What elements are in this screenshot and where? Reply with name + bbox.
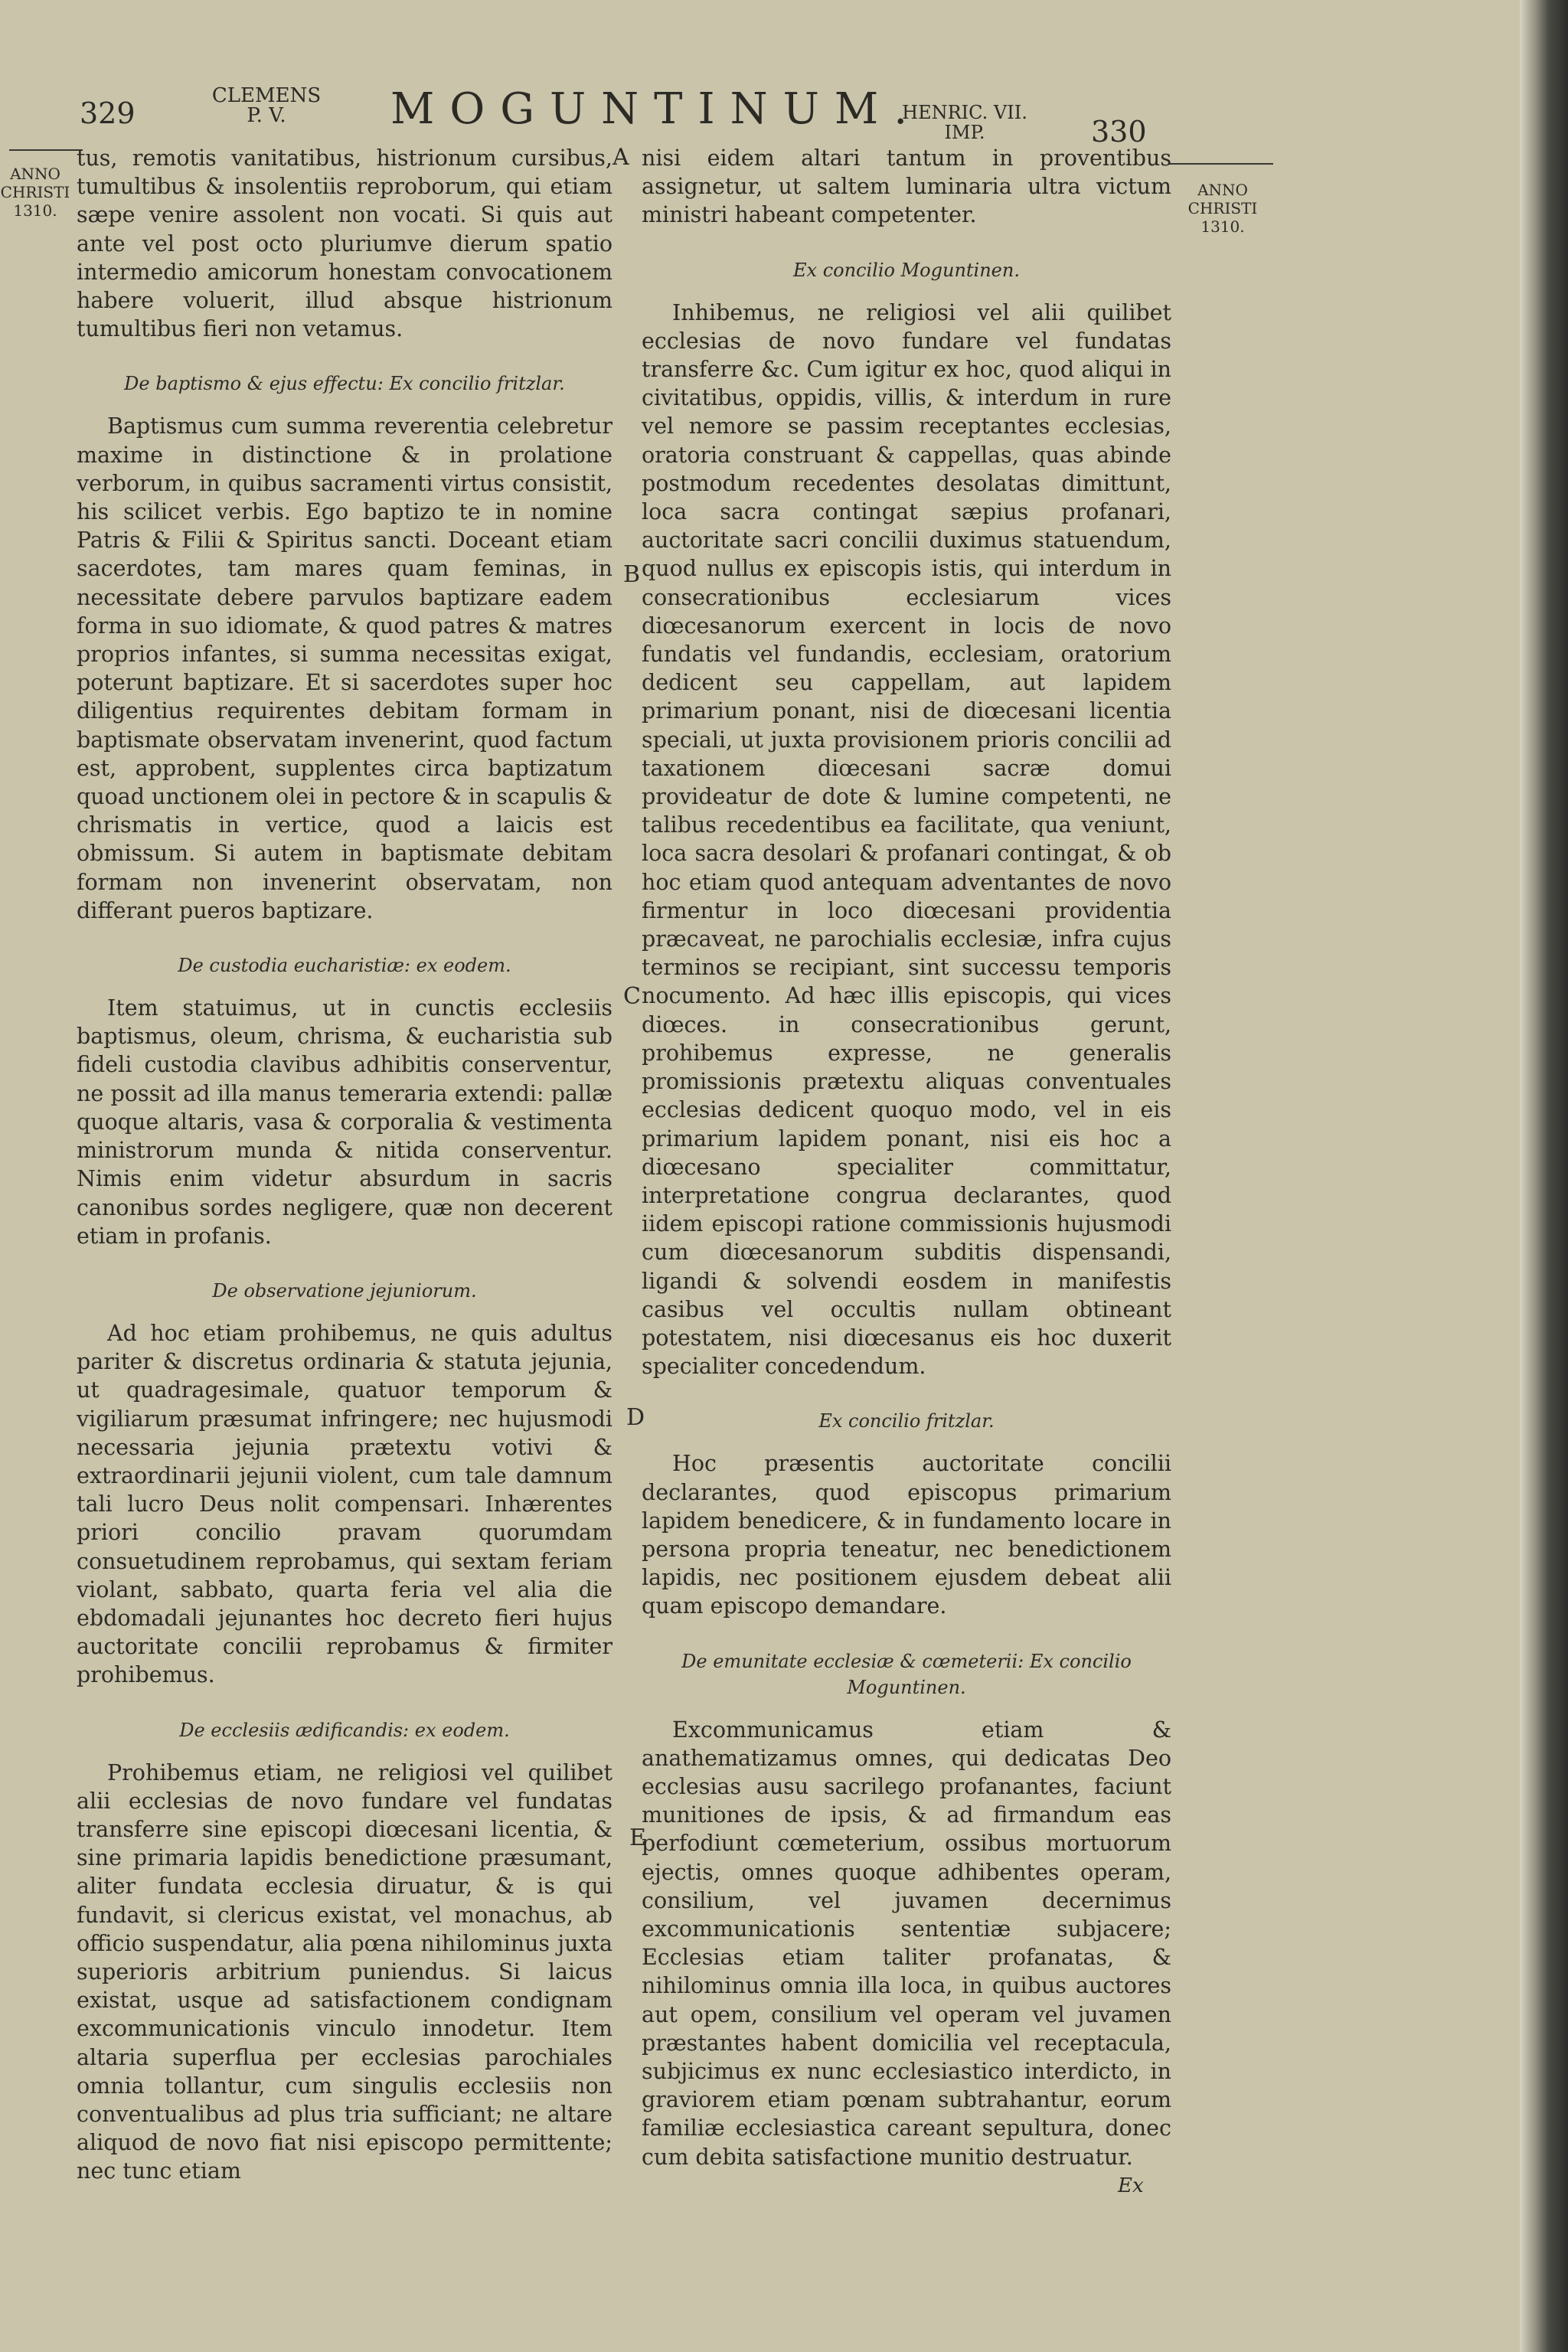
- section-marker-d: D: [626, 1404, 645, 1431]
- right-column-heading: De emunitate ecclesiæ & cœmeterii: Ex concilio Moguntinen.: [681, 1650, 1132, 1698]
- page-number-right: 330: [1091, 115, 1147, 149]
- pope-sub: P. V.: [247, 104, 286, 127]
- margin-rule-right: [1169, 163, 1273, 165]
- left-column-paragraph: Item statuimus, ut in cunctis ecclesiis baptismus, oleum, chrisma, & eucharistia sub fideli custodia clavibus adhibitis conserventur, ne possit ad illa manus temeraria extendi: pallæ quoque altaris, vasa & corporalia & vestimenta ministrorum munda & nitida conserventur. Nimis enim videtur absurdum in sacris canonibus sordes negligere, quæ non decerent etiam in profanis.: [77, 995, 612, 1249]
- left-column-heading: De observatione jejuniorum.: [212, 1279, 477, 1302]
- margin-rule-left: [9, 149, 83, 151]
- emperor-name: HENRIC. VII.: [902, 102, 1027, 123]
- pope-name: CLEMENS: [211, 84, 322, 107]
- left-column-paragraph: Prohibemus etiam, ne religiosi vel quilibet alii ecclesias de novo fundare vel fundatas transferre sine episcopi diœcesani licentia, & sine primaria lapidis benedictione præsumant, aliter fundata ecclesia diruatur, & is qui fundavit, si clericus existat, vel monachus, ab officio suspendatur, alia pœna nihilominus juxta superioris arbitrium puniendus. Si laicus existat, usque ad satisfactionem condignam excommunicationis vinculo innodetur. Item altaria superflua per ecclesias parochiales omnia tollantur, cum singulis ecclesiis non conventualibus ad plus tria sufficiant; ne altare aliquod de novo fiat nisi episcopo permittente; nec tunc etiam: [77, 1759, 612, 2184]
- year-note-left: [0, 165, 70, 220]
- left-column-heading: De ecclesiis ædificandis: ex eodem.: [179, 1719, 510, 1741]
- right-column-heading: Ex concilio fritzlar.: [818, 1410, 995, 1432]
- year-note-right-line2: CHRISTI: [1187, 199, 1258, 217]
- page-number-left: 329: [80, 96, 136, 130]
- left-column-heading: De baptismo & ejus effectu: Ex concilio fritzlar.: [124, 373, 565, 395]
- left-column-paragraph: Ad hoc etiam prohibemus, ne quis adultus pariter & discretus ordinaria & statuta jejunia, ut quadragesimale, quatuor temporum & vigiliarum præsumat infringere; nec hujusmodi necessaria jejunia prætextu votivi & extraordinarii jejunii violent, cum tale damnum tali lucro Deus nolit compensari. Inhærentes priori concilio pravam quorumdam consuetudinem reprobamus, qui sextam feriam violant, sabbato, quarta feria vel alia die ebdomadali jejunantes hoc decreto fieri hujus auctoritate concilii reprobamus & firmiter prohibemus.: [77, 1320, 612, 1688]
- section-marker-b: B: [623, 561, 641, 588]
- year-note-right: [1173, 181, 1272, 236]
- right-column-paragraph: Inhibemus, ne religiosi vel alii quilibet ecclesias de novo fundare vel fundatas transferre &c. Cum igitur ex hoc, quod aliqui in civitatibus, oppidis, villis, & interdum in rure vel nemore se passim receptantes ecclesias, oratoria construant & cappellas, quas abinde postmodum recedentes desolatas dimittunt, loca sacra contingat sæpius profanari, auctoritate sacri concilii duximus statuendum, quod nullus ex episcopis istis, qui interdum in consecrationibus ecclesiarum vices diœcesanorum exercent in locis de novo fundatis vel fundandis, ecclesiam, oratorium dedicent seu cappellam, aut lapidem primarium ponant, nisi de diœcesani licentia speciali, ut juxta provisionem prioris concilii ad taxationem diœcesani sacræ domui provideatur de dote & lumine competenti, ne talibus recedentibus ea facilitate, qua veniunt, loca sacra desolari & profanari contingat, & ob hoc etiam quod antequam adventantes de novo firmentur in loco diœcesani providentia præcaveat, ne parochialis ecclesiæ, infra cujus terminos se recipiant, sint successu temporis nocumento. Ad hæc illis episcopis, qui vices diœces. in consecrationibus gerunt, prohibemus expresse, ne generalis promissionis prætextu aliquas conventuales ecclesias dedicent quoquo modo, vel in eis primarium lapidem ponant, nisi eis hoc a diœcesano specialiter committatur, interpretatione congrua declarantes, quod iidem episcopi ratione commissionis hujusmodi cum diœcesanorum subditis dispensandi, ligandi & solvendi eosdem in manifestis casibus vel occultis nullam obtineant potestatem, nisi diœcesanus eis hoc duxerit specialiter concedendum.: [642, 299, 1171, 1380]
- emperor-header: [896, 103, 1034, 142]
- right-column-paragraph: Excommunicamus etiam & anathematizamus omnes, qui dedicatas Deo ecclesias ausu sacrilego profanantes, faciunt munitiones de ipsis, & ad firmandum eas perfodiunt cœmeterium, ossibus mortuorum ejectis, omnes quoque adhibentes operam, consilium, vel juvamen decernimus excommunicationis sententiæ subjacere; Ecclesias etiam taliter profanatas, & nihilominus omnia illa loca, in quibus auctores aut opem, consilium vel operam vel juvamen præstantes habent domicilia vel receptacula, subjicimus ex nunc ecclesiastico interdicto, in graviorem etiam pœnam subtrahantur, eorum familiæ ecclesiastica careant sepultura, donec cum debita satisfactione munitio destruatur.: [642, 1717, 1171, 2170]
- right-column: [642, 144, 1171, 2171]
- page-title: MOGUNTINUM.: [390, 84, 923, 134]
- year-note-right-line1: ANNO: [1197, 181, 1248, 199]
- pope-header: [205, 86, 328, 126]
- left-column: [77, 144, 612, 2186]
- left-column-paragraph: tus, remotis vanitatibus, histrionum cursibus, tumultibus & insolentiis reproborum, qui etiam sæpe venire assolent non vocati. Si quis aut ante vel post octo pluriumve dierum spatio intermedio amicorum honestam convocationem habere voluerit, illud absque histrionum tumultibus fieri non vetamus.: [77, 145, 612, 342]
- left-column-heading: De custodia eucharistiæ: ex eodem.: [178, 955, 511, 977]
- emperor-sub: IMP.: [944, 122, 985, 143]
- year-note-left-line1: ANNO: [10, 165, 60, 183]
- left-column-paragraph: Baptismus cum summa reverentia celebretur maxime in distinctione & in prolatione verborum, in quibus sacramenti virtus consistit, his scilicet verbis. Ego baptizo te in nomine Patris & Filii & Spiritus sancti. Doceant etiam sacerdotes, tam mares quam feminas, in necessitate debere parvulos baptizare eadem forma in suo idiomate, & quod patres & matres proprios infantes, si summa necessitas exigat, poterunt baptizare. Et si sacerdotes super hoc diligentius requirentes debitam formam in baptismate observatam invenerint, quod factum est, approbent, supplentes circa baptizatum quoad unctionem olei in pectore & in scapulis & chrismatis in vertice, quod a laicis est obmissum. Si autem in baptismate debitam formam non invenerint observatam, non differant pueros baptizare.: [77, 413, 612, 923]
- section-marker-e: E: [629, 1824, 646, 1851]
- right-column-paragraph: Hoc præsentis auctoritate concilii declarantes, quod episcopus primarium lapidem benedicere, & in fundamento locare in persona propria teneatur, nec benedictionem lapidis, nec positionem ejusdem debeat alii quam episcopo demandare.: [642, 1451, 1171, 1619]
- year-note-right-line3: 1310.: [1200, 217, 1245, 236]
- year-note-left-line3: 1310.: [13, 201, 57, 220]
- right-column-heading: Ex concilio Moguntinen.: [793, 259, 1020, 281]
- year-note-left-line2: CHRISTI: [0, 183, 70, 201]
- book-binding-edge: [1520, 0, 1568, 2352]
- catchword: Ex: [1118, 2174, 1144, 2197]
- section-marker-c: C: [623, 983, 641, 1010]
- section-marker-a: A: [612, 144, 629, 171]
- right-column-paragraph: nisi eidem altari tantum in proventibus assignetur, ut saltem luminaria ultra victum ministri habeant competenter.: [642, 145, 1171, 228]
